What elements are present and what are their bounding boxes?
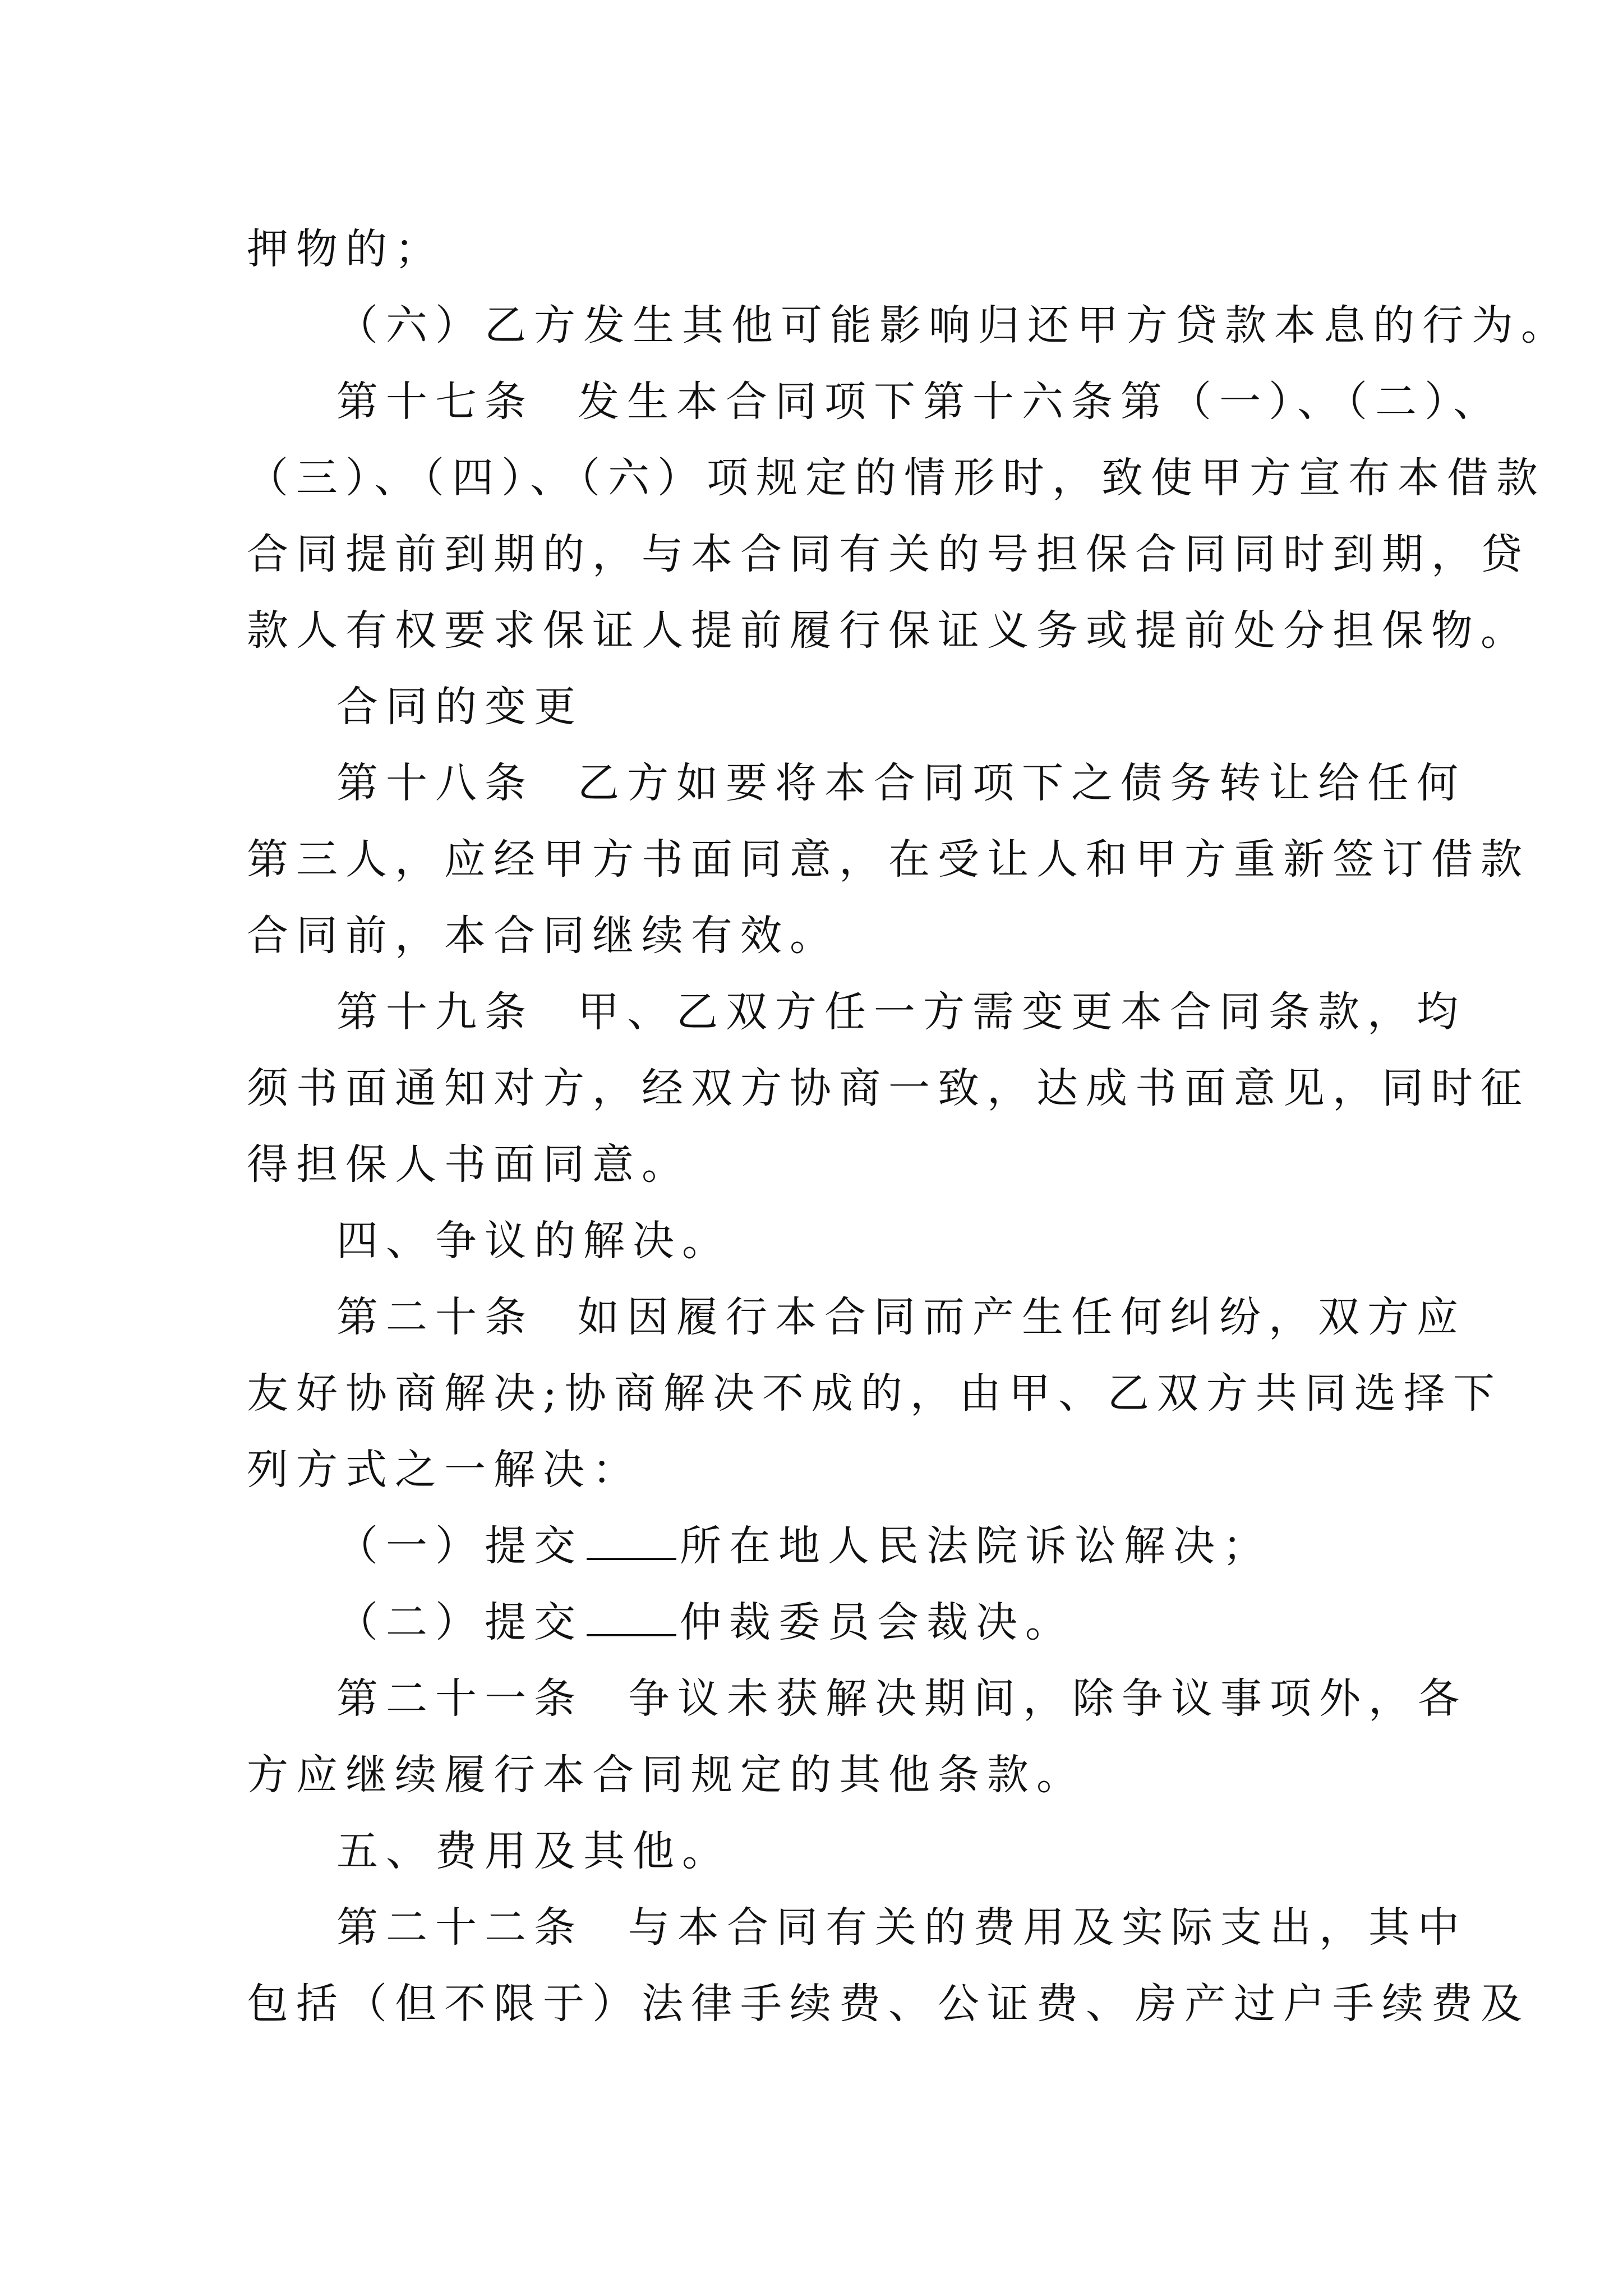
clause-item-six [247, 287, 1570, 364]
article-text: 甲、乙双方任一方需变更本合同条款，均 [578, 988, 1466, 1036]
text-line [247, 1126, 1391, 1203]
line-text: 须书面通知对方，经双方协商一致，达成书面意见，同时征 [247, 1064, 1530, 1112]
section-heading-dispute [247, 1203, 1391, 1279]
line-text: （六）乙方发生其他可能影响归还甲方贷款本息的行为。 [336, 301, 1570, 349]
section-heading-change [247, 669, 1391, 745]
contract-body [247, 211, 1570, 2042]
article-number: 第二十条 [336, 1293, 534, 1341]
line-text: 合同前，本合同继续有效。 [247, 912, 839, 960]
option-text: 所在地人民法院诉讼解决； [680, 1522, 1272, 1570]
article-18 [247, 745, 1466, 821]
line-text: 友好协商解决;协商解决不成的，由甲、乙双方共同选择下 [247, 1369, 1502, 1418]
article-19 [247, 974, 1466, 1050]
fill-in-blank[interactable] [587, 1595, 676, 1636]
fill-in-blank[interactable] [587, 1519, 676, 1560]
text-line [247, 211, 1391, 287]
line-text: （三）、（四）、（六）项规定的情形时，致使甲方宣布本借款 [247, 454, 1546, 502]
text-line [247, 898, 1391, 974]
option-prefix: （二）提交 [336, 1598, 583, 1646]
section-heading: 合同的变更 [336, 683, 583, 731]
section-heading: 四、争议的解决。 [336, 1217, 731, 1265]
line-text: 第三人，应经甲方书面同意，在受让人和甲方重新签订借款 [247, 835, 1530, 884]
line-text: 合同提前到期的，与本合同有关的号担保合同同时到期，贷 [247, 530, 1530, 578]
option-arbitration [247, 1584, 1391, 1660]
text-line [247, 440, 1546, 516]
article-21 [247, 1660, 1467, 1737]
article-22 [247, 1889, 1467, 1966]
text-line [247, 1050, 1530, 1126]
article-number: 第二十一条 [336, 1674, 583, 1723]
article-number: 第二十二条 [336, 1903, 583, 1952]
article-number: 第十八条 [336, 759, 534, 807]
article-text: 发生本合同项下第十六条第（一）、（二）、 [578, 378, 1502, 426]
line-text: 方应继续履行本合同规定的其他条款。 [247, 1751, 1086, 1799]
text-line [247, 1737, 1391, 1813]
text-line [247, 1966, 1530, 2042]
section-heading: 五、费用及其他。 [336, 1827, 731, 1875]
text-line [247, 1432, 1391, 1508]
article-17 [247, 364, 1502, 440]
section-heading-fees [247, 1813, 1391, 1889]
article-number: 第十七条 [336, 378, 534, 426]
article-text: 与本合同有关的费用及实际支出，其中 [628, 1903, 1467, 1952]
text-line [247, 1355, 1502, 1432]
option-text: 仲裁委员会裁决。 [680, 1598, 1075, 1646]
line-text: 押物的； [247, 225, 444, 273]
text-line [247, 821, 1530, 898]
article-number: 第十九条 [336, 988, 534, 1036]
text-line [247, 516, 1530, 592]
line-text: 列方式之一解决： [247, 1446, 642, 1494]
article-text: 争议未获解决期间，除争议事项外，各 [628, 1674, 1467, 1723]
line-text: 包括（但不限于）法律手续费、公证费、房产过户手续费及 [247, 1980, 1530, 2028]
option-prefix: （一）提交 [336, 1522, 583, 1570]
text-line [247, 592, 1530, 669]
article-20 [247, 1279, 1466, 1355]
option-court [247, 1508, 1391, 1584]
article-text: 乙方如要将本合同项下之债务转让给任何 [578, 759, 1466, 807]
article-text: 如因履行本合同而产生任何纠纷，双方应 [578, 1293, 1466, 1341]
line-text: 款人有权要求保证人提前履行保证义务或提前处分担保物。 [247, 606, 1530, 655]
line-text: 得担保人书面同意。 [247, 1140, 691, 1189]
